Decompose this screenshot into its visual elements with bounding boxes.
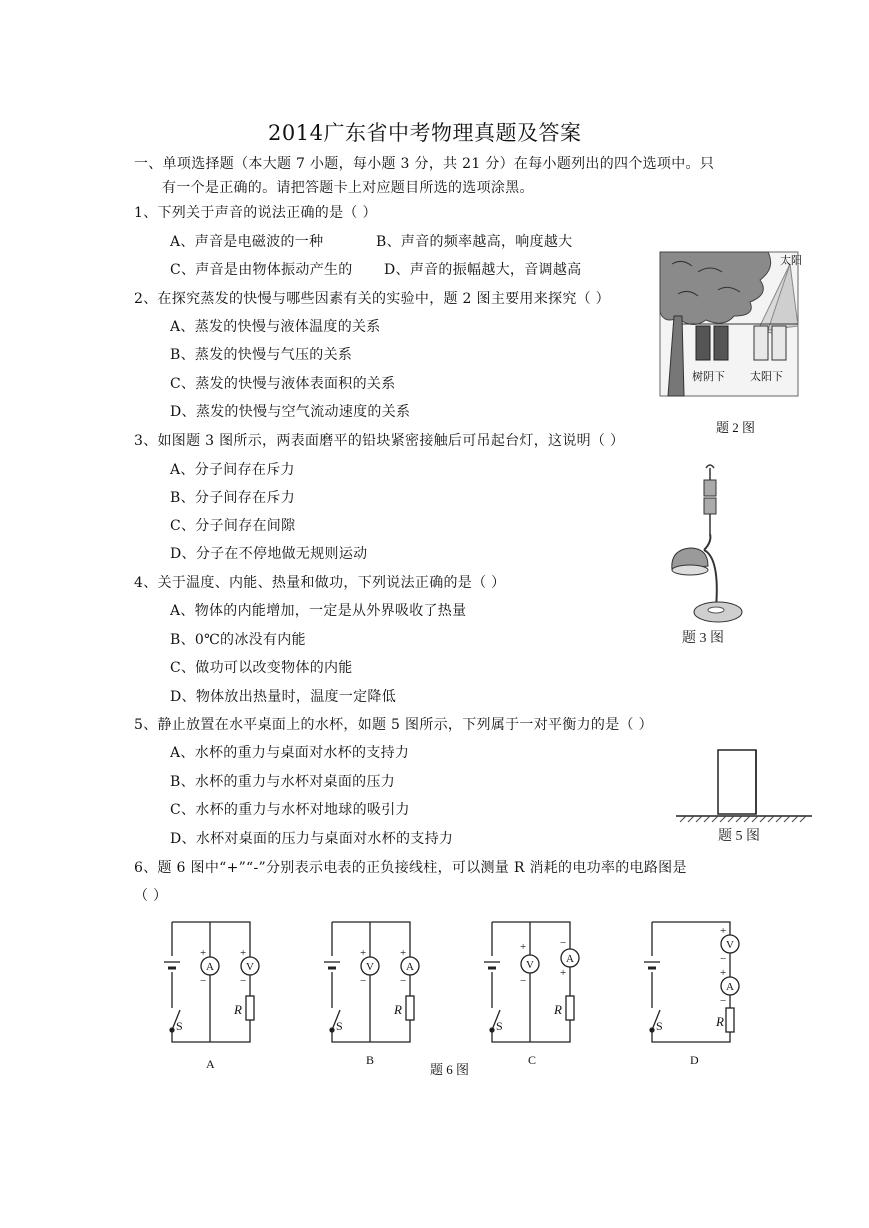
fig6-caption: 题 6 图 [430, 1062, 470, 1077]
q4-option-c: C、做功可以改变物体的内能 [170, 660, 353, 676]
circuit-b-ammeter-plus: + [400, 947, 407, 959]
circuit-a-voltmeter-label: V [246, 961, 254, 973]
fig3-caption: 题 3 图 [682, 631, 724, 646]
circuit-b-ammeter-label: A [406, 961, 414, 973]
q5-option-c: C、水杯的重力与水杯对地球的吸引力 [170, 802, 410, 818]
q4-option-d: D、物体放出热量时，温度一定降低 [170, 689, 397, 705]
q1-option-a: A、声音是电磁波的一种 [170, 234, 324, 250]
q6-stem: 6、题 6 图中“+”“-”分别表示电表的正负接线柱，可以测量 R 消耗的电功率的电路图是 [134, 860, 687, 876]
circuit-c-voltmeter-minus: − [520, 975, 527, 987]
q5-option-b: B、水杯的重力与水杯对桌面的压力 [170, 774, 396, 790]
circuit-b-label: B [366, 1053, 375, 1067]
circuit-b-switch-label: S [336, 1019, 343, 1033]
figure-3 [660, 462, 760, 652]
q2-option-c: C、蒸发的快慢与液体表面积的关系 [170, 376, 396, 392]
q3-option-d: D、分子在不停地做无规则运动 [170, 546, 368, 562]
circuit-b-voltmeter-plus: + [360, 947, 367, 959]
circuit-c-voltmeter-plus: + [520, 941, 527, 953]
circuit-a-ammeter-plus: + [200, 947, 207, 959]
circuit-d-ammeter-label: A [726, 981, 734, 993]
circuit-d-label: D [690, 1053, 699, 1067]
figure-2 [658, 250, 814, 440]
fig5-caption: 题 5 图 [718, 829, 760, 844]
circuit-d-voltmeter-label: V [726, 939, 734, 951]
circuit-d-voltmeter-plus: + [720, 925, 727, 937]
circuit-a-switch-label: S [176, 1019, 183, 1033]
q2-stem: 2、在探究蒸发的快慢与哪些因素有关的实验中，题 2 图主要用来探究（ ） [134, 291, 610, 307]
figure-5 [674, 748, 814, 848]
circuit-d-ammeter-minus: − [720, 995, 727, 1007]
q3-option-c: C、分子间存在间隙 [170, 518, 296, 534]
q4-option-a: A、物体的内能增加，一定是从外界吸收了热量 [170, 603, 467, 619]
circuit-a-voltmeter-plus: + [240, 947, 247, 959]
q5-option-d: D、水杯对桌面的压力与桌面对水杯的支持力 [170, 831, 454, 847]
circuit-c-ammeter-minus: − [560, 937, 567, 949]
fig2-shade-label: 树阴下 [692, 371, 725, 383]
q1-option-d: D、声音的振幅越大，音调越高 [384, 262, 582, 278]
q2-option-a: A、蒸发的快慢与液体温度的关系 [170, 319, 381, 335]
circuit-a-resistor-label: R [234, 1002, 242, 1017]
fig2-sun-side-label: 太阳下 [750, 371, 783, 383]
circuit-d-voltmeter-minus: − [720, 953, 727, 965]
circuit-c-voltmeter-label: V [526, 959, 534, 971]
ground-hatching [680, 816, 806, 822]
q2-option-b: B、蒸发的快慢与气压的关系 [170, 347, 353, 363]
q5-option-a: A、水杯的重力与桌面对水杯的支持力 [170, 745, 410, 761]
q4-stem: 4、关于温度、内能、热量和做功，下列说法正确的是（ ） [134, 575, 506, 591]
q3-stem: 3、如图题 3 图所示，两表面磨平的铅块紧密接触后可吊起台灯，这说明（ ） [134, 433, 625, 449]
circuit-b-voltmeter-label: V [366, 961, 374, 973]
circuit-d-switch-label: S [656, 1019, 663, 1033]
circuit-c-label: C [528, 1053, 537, 1067]
q1-option-b: B、声音的频率越高，响度越大 [376, 234, 573, 250]
circuit-c-ammeter-plus: + [560, 967, 567, 979]
q6-stem-bracket: （ ） [134, 888, 168, 904]
circuit-d-resistor-label: R [716, 1014, 724, 1029]
circuit-b-voltmeter-minus: − [360, 975, 367, 987]
circuit-b-resistor-label: R [394, 1002, 402, 1017]
figure-6 [150, 912, 750, 1082]
q3-option-a: A、分子间存在斥力 [170, 462, 295, 478]
section-instruction-line1: 一、单项选择题（本大题 7 小题，每小题 3 分，共 21 分）在每小题列出的四个选项中。只 [134, 156, 715, 172]
circuit-a-label: A [206, 1057, 215, 1071]
page-title: 2014广东省中考物理真题及答案 [268, 121, 582, 145]
circuit-a-ammeter-minus: − [200, 975, 207, 987]
circuit-c-ammeter-label: A [566, 953, 574, 965]
q4-option-b: B、0℃的冰没有内能 [170, 632, 306, 648]
q3-option-b: B、分子间存在斥力 [170, 490, 295, 506]
circuit-c-resistor-label: R [554, 1002, 562, 1017]
q2-option-d: D、蒸发的快慢与空气流动速度的关系 [170, 404, 411, 420]
q1-option-c: C、声音是由物体振动产生的 [170, 262, 353, 278]
circuit-d-ammeter-plus: + [720, 967, 727, 979]
q5-stem: 5、静止放置在水平桌面上的水杯，如题 5 图所示，下列属于一对平衡力的是（ ） [134, 717, 653, 733]
circuit-a-ammeter-label: A [206, 961, 214, 973]
circuit-a-voltmeter-minus: − [240, 975, 247, 987]
section-instruction-line2: 有一个是正确的。请把答题卡上对应题目所选的选项涂黑。 [162, 180, 534, 196]
circuit-c-switch-label: S [496, 1019, 503, 1033]
fig2-caption: 题 2 图 [716, 420, 756, 435]
q1-stem: 1、下列关于声音的说法正确的是（ ） [134, 205, 377, 221]
fig2-sun-label: 太阳 [780, 255, 802, 267]
circuit-b-ammeter-minus: − [400, 975, 407, 987]
